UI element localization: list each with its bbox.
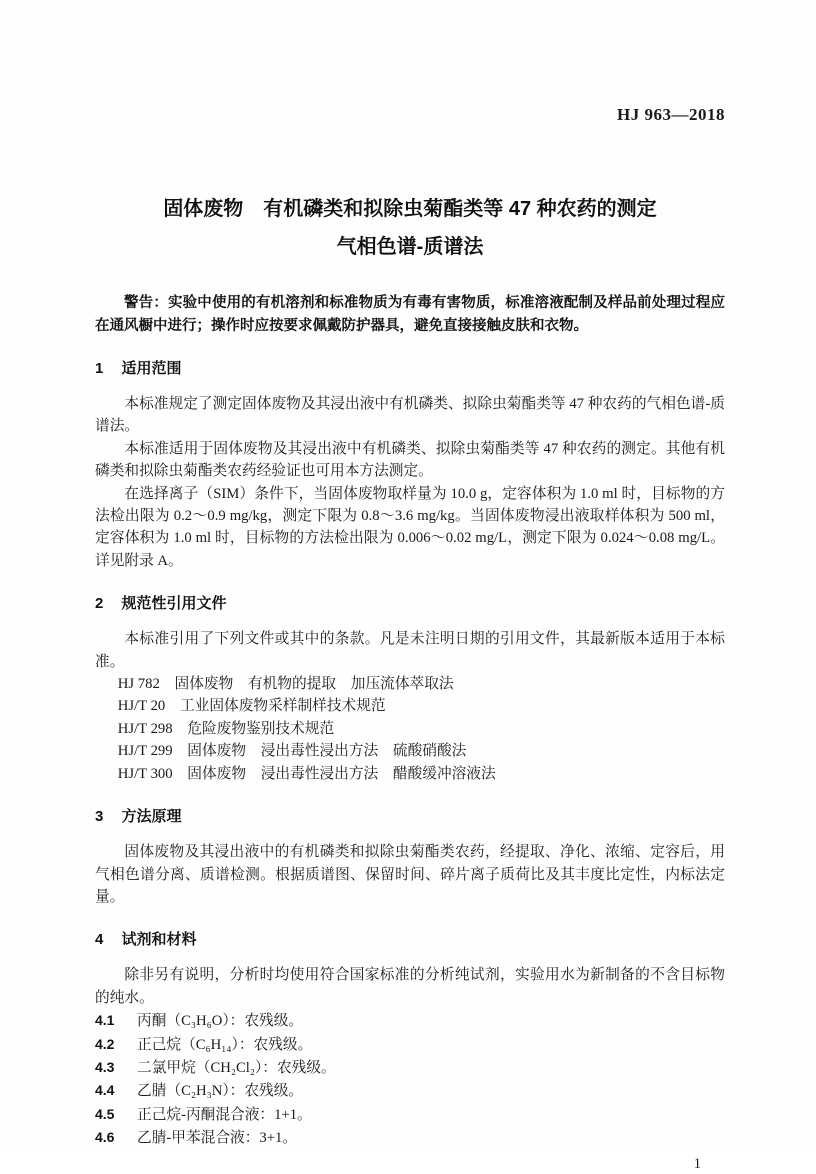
reagent-number: 4.1	[95, 1012, 115, 1029]
reference-code: HJ/T 298	[117, 720, 173, 737]
reagent-text: 二氯甲烷（CH₂Cl₂）：农残级。	[137, 1059, 336, 1076]
section-1-title: 适用范围	[121, 360, 182, 377]
reference-title: 固体废物 浸出毒性浸出方法 醋酸缓冲溶液法	[187, 765, 496, 782]
section-4-number: 4	[95, 931, 104, 949]
section-2-heading	[95, 594, 725, 614]
reagent-text: 丙酮（C₃H₆O）：农残级。	[137, 1013, 304, 1030]
reagent-item	[95, 1079, 725, 1102]
section-4-title: 试剂和材料	[121, 931, 197, 949]
section-2-title: 规范性引用文件	[121, 595, 227, 613]
title-line-1: 固体废物 有机磷类和拟除虫菊酯类等 47 种农药的测定	[163, 198, 657, 220]
reference-item	[95, 695, 725, 717]
reference-code: HJ/T 20	[117, 698, 166, 715]
reagent-item	[95, 1056, 725, 1079]
reagent-number: 4.4	[95, 1082, 115, 1099]
reagent-item	[95, 1103, 725, 1126]
section-2-intro: 本标准引用了下列文件或其中的条款。凡是未注明日期的引用文件，其最新版本适用于本标准。	[95, 631, 725, 670]
reagent-text: 正己烷（C₆H₁₄）：农残级。	[137, 1036, 313, 1053]
doc-number: HJ 963—2018	[617, 105, 725, 124]
title-line-2: 气相色谱-质谱法	[336, 236, 484, 258]
reference-item	[95, 740, 725, 762]
reagent-number: 4.6	[95, 1129, 115, 1146]
section-1-paragraph: 本标准规定了测定固体废物及其浸出液中有机磷类、拟除虫菊酯类等 47 种农药的气相色谱-质谱法。	[95, 396, 725, 435]
reference-code: HJ/T 299	[117, 743, 173, 760]
reagent-item	[95, 1126, 725, 1149]
reference-item	[95, 673, 725, 695]
reagent-item	[95, 1033, 725, 1056]
document-title	[95, 190, 725, 266]
reference-title: 工业固体废物采样制样技术规范	[179, 698, 386, 715]
reference-code: HJ/T 300	[117, 765, 173, 782]
section-4-heading	[95, 930, 725, 950]
reagent-item	[95, 1009, 725, 1032]
reagent-number: 4.3	[95, 1058, 115, 1075]
section-1-heading	[95, 359, 725, 379]
reagent-text: 正己烷-丙酮混合液：1+1。	[137, 1106, 312, 1123]
section-2-number: 2	[95, 595, 104, 613]
reference-title: 固体废物 有机物的提取 加压流体萃取法	[174, 676, 454, 693]
warning-text: 警告：实验中使用的有机溶剂和标准物质为有毒有害物质，标准溶液配制及样品前处理过程应在通风橱中进行；操作时应按要求佩戴防护器具，避免直接接触皮肤和衣物。	[95, 295, 725, 334]
section-4-intro: 除非另有说明，分析时均使用符合国家标准的分析纯试剂，实验用水为新制备的不含目标物的纯水。	[95, 967, 725, 1006]
reagent-number: 4.2	[95, 1035, 115, 1052]
reagent-number: 4.5	[95, 1105, 115, 1122]
reference-item	[95, 763, 725, 785]
section-1-number: 1	[95, 360, 104, 377]
reference-list	[95, 673, 725, 785]
section-3-paragraph: 固体废物及其浸出液中的有机磷类和拟除虫菊酯类农药，经提取、净化、浓缩、定容后，用气相色谱分离、质谱检测。根据质谱图、保留时间、碎片离子质荷比及其丰度比定性，内标法定量。	[95, 844, 725, 905]
reference-item	[95, 718, 725, 740]
reference-title: 固体废物 浸出毒性浸出方法 硫酸硝酸法	[187, 743, 467, 760]
reference-code: HJ 782	[117, 676, 160, 693]
section-3-heading	[95, 807, 725, 827]
reference-title: 危险废物鉴别技术规范	[187, 720, 335, 737]
reagent-list	[95, 1009, 725, 1149]
page-number: 1	[693, 1155, 701, 1172]
reagent-text: 乙腈（C₂H₃N）：农残级。	[137, 1083, 304, 1100]
section-1-paragraph: 本标准适用于固体废物及其浸出液中有机磷类、拟除虫菊酯类等 47 种农药的测定。其他有机磷类和拟除虫菊酯类农药经验证也可用本方法测定。	[95, 440, 725, 480]
section-3-number: 3	[95, 808, 104, 826]
section-3-title: 方法原理	[121, 808, 182, 826]
section-1-paragraph: 在选择离子（SIM）条件下，当固体废物取样量为 10.0 g，定容体积为 1.0 ml 时，目标物的方法检出限为 0.2～0.9 mg/kg，测定下限为 0.8～3.6 mg/kg。当固体废物浸出液取样体积为 500 ml，定容体积为 1.0 ml 时，目标物的方法检出限为 0.006～0.02 mg/L，测定下限为 0.024～0.08 mg/L。详见附录 A。	[95, 485, 725, 569]
reagent-text: 乙腈-甲苯混合液：3+1。	[137, 1130, 298, 1147]
